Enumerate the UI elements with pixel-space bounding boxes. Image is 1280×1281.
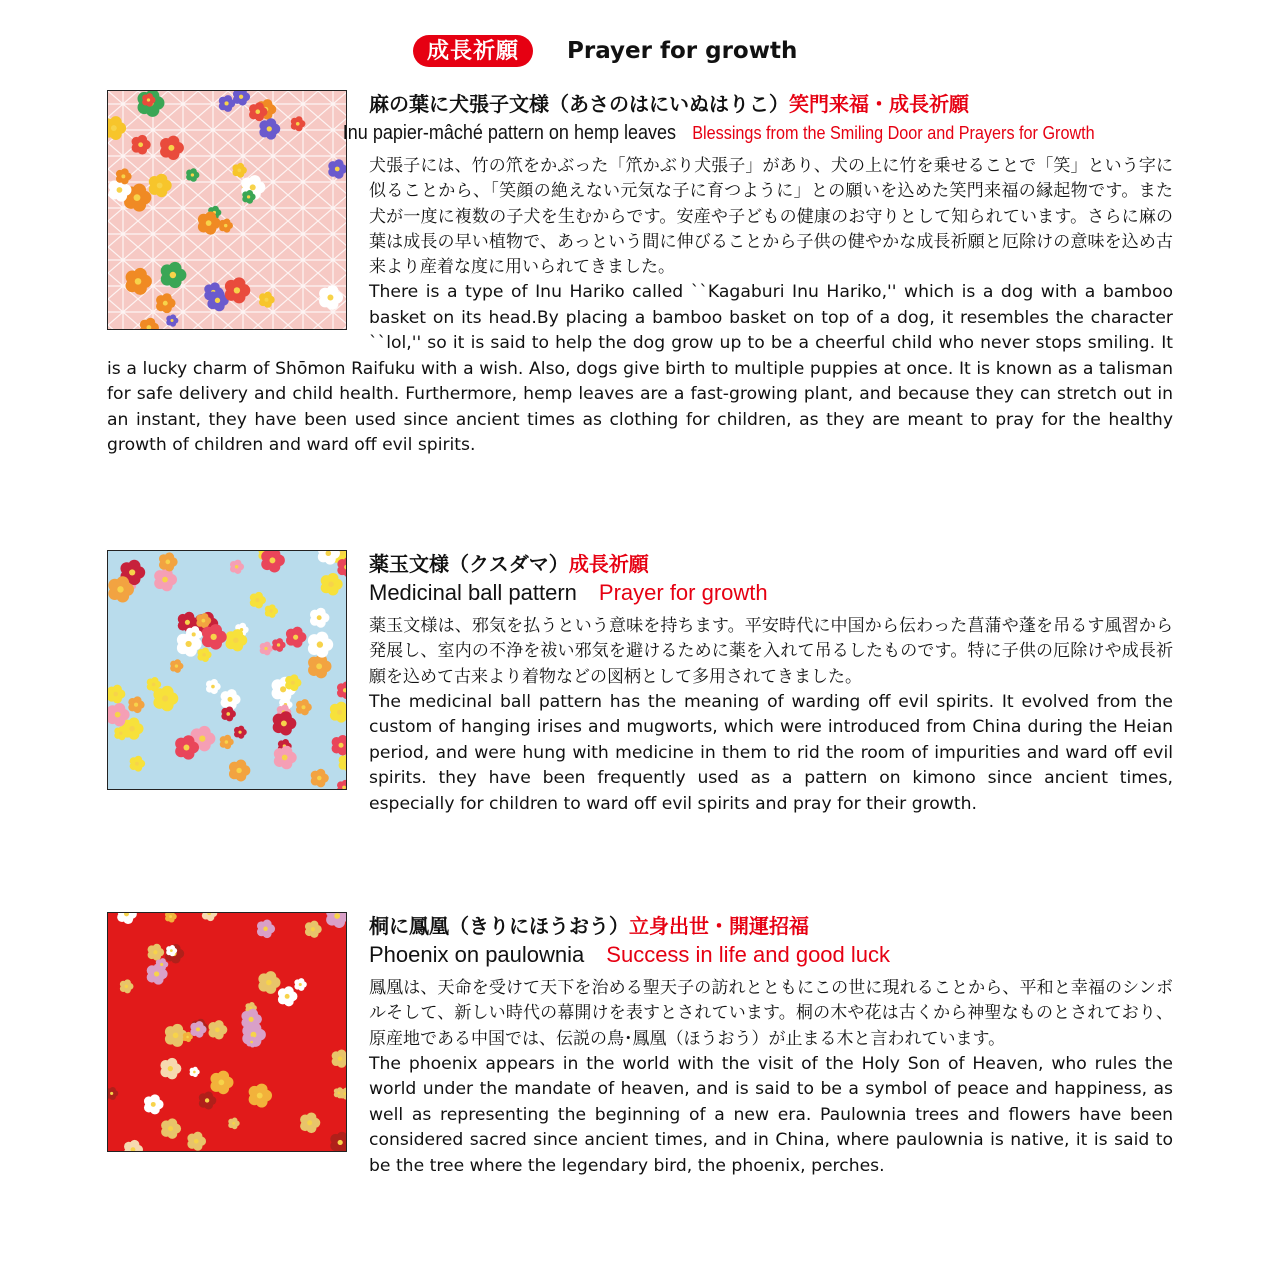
title-jp-text: 桐に鳳凰（きりにほうおう） [369, 914, 629, 938]
page-header [413, 34, 797, 68]
description-en: The medicinal ball pattern has the meaning of warding off evil spirits. It evolved from the custom of hanging irises and mugworts, which were introduced from China during the Heian period, and were hung with medicine in them to rid the room of impurities and ward off evil spirits. they have been frequently used as a pattern on kimono since ancient times, especially for children to ward off evil spirits and pray for their growth. [369, 691, 1173, 814]
pattern-section-phoenix [107, 912, 1173, 1179]
title-en-blessing: Prayer for growth [598, 580, 768, 605]
title-jp-blessing: 笑門来福・成長祈願 [789, 92, 969, 116]
page-title: Prayer for growth [567, 38, 798, 64]
pattern-image-kusudama [107, 550, 347, 790]
description-jp: 犬張子には、竹の笊をかぶった「笊かぶり犬張子」があり、犬の上に竹を乗せることで「笑」という字に似ることから、「笑顔の絶えない元気な子に育つように」との願いを込めた笑門来福の縁起物です。また犬が一度に複数の子犬を生むからです。安産や子どもの健康のお守りとして知られています。さらに麻の葉は成長の早い植物で、あっという間に伸びることから子供の健やかな成長祈願と厄除けの意味を込め古来より産着な度に用いられてきました。 [369, 156, 1173, 278]
title-jp-text: 薬玉文様（クスダマ） [369, 552, 569, 576]
description-en: The phoenix appears in the world with the visit of the Holy Son of Heaven, who rules the world under the mandate of heaven, and is said to be a symbol of peace and happiness, as well as representing the beginning of a new era. Paulownia trees and flowers have been considered sacred since ancient times, and in China, where paulownia is native, it is said to be the tree where the legendary bird, the phoenix, perches. [369, 1053, 1173, 1176]
title-jp-text: 麻の葉に犬張子文様（あさのはにいぬはりこ） [369, 92, 789, 116]
title-jp-blessing: 成長祈願 [568, 552, 649, 576]
description-en: There is a type of Inu Hariko called ``Kagaburi Inu Hariko,'' which is a dog with a bamboo basket on its head.By placing a bamboo basket on top of a dog, it resembles the character ``lol,'' so it is said to help the dog grow up to be a cheerful child who never stops smiling. It is a lucky charm of Shōmon Raifuku with a wish. Also, dogs give birth to multiple puppies at once. It is known as a talisman for safe delivery and child health. Furthermore, hemp leaves are a fast-growing plant, and because they can stretch out in an instant, they have been used since ancient times as clothing for children, as they are meant to pray for the healthy growth of children and ward off evil spirits. [107, 282, 1173, 455]
title-en-blessing: Blessings from the Smiling Door and Prayers for Growth [692, 123, 1095, 143]
pattern-section-hemp-dog [107, 90, 1173, 458]
pattern-section-kusudama [107, 550, 1173, 817]
title-en-blessing: Success in life and good luck [606, 942, 891, 967]
title-en-text: Inu papier-mâché pattern on hemp leaves [342, 122, 677, 144]
title-jp-blessing: 立身出世・開運招福 [629, 914, 809, 938]
description-jp: 鳳凰は、天命を受けて天下を治める聖天子の訪れとともにこの世に現れることから、平和と幸福のシンボルそして、新しい時代の幕開けを表すとされています。桐の木や花は古くから神聖なものとされており、原産地である中国では、伝説の鳥･鳳凰（ほうおう）が止まる木と言われています。 [369, 978, 1173, 1049]
title-en-text: Phoenix on paulownia [369, 942, 585, 967]
title-badge: 成長祈願 [413, 35, 533, 67]
pattern-image-phoenix [107, 912, 347, 1152]
section-title-en [107, 118, 1095, 148]
description-jp: 薬玉文様は、邪気を払うという意味を持ちます。平安時代に中国から伝わった菖蒲や蓬を吊るす風習から発展し、室内の不浄を祓い邪気を避けるために薬を入れて吊るしたものです。特に子供の厄除けや成長祈願を込めて古来より着物などの図柄として多用されてきました。 [369, 616, 1173, 687]
title-en-text: Medicinal ball pattern [369, 580, 577, 605]
